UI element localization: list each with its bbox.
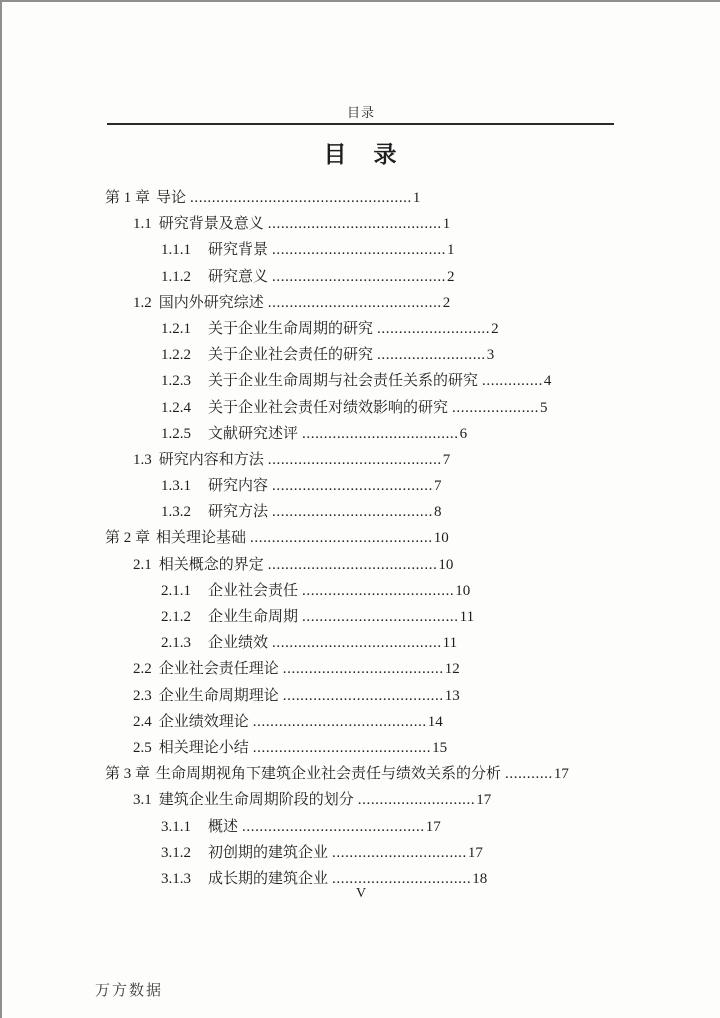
- entry-page: 12: [444, 661, 460, 678]
- toc-entry: [105, 525, 680, 551]
- leader-dots: .........................: [377, 347, 486, 364]
- entry-number: 1.3.2: [161, 504, 191, 521]
- entry-page: 17: [425, 818, 441, 835]
- entry-title: 研究意义: [208, 268, 269, 285]
- entry-title: 企业绩效理论: [158, 713, 249, 730]
- entry-number: 3.1.3: [161, 870, 191, 887]
- leader-dots: ........................................: [252, 713, 427, 730]
- leader-dots: .......................................: [272, 635, 442, 652]
- leader-dots: ...................................................: [190, 190, 412, 206]
- toc-entry: [105, 316, 680, 342]
- entry-number: 3.1.1: [161, 818, 191, 835]
- entry-title: 生命周期视角下建筑企业社会责任与绩效关系的分析: [156, 766, 502, 783]
- entry-title: 国内外研究综述: [158, 294, 264, 311]
- entry-page: 10: [433, 530, 449, 547]
- entry-page: 10: [455, 582, 471, 599]
- entry-page: 1: [442, 216, 451, 233]
- watermark: 万方数据: [95, 983, 164, 999]
- entry-number: 2.1.1: [161, 582, 191, 599]
- entry-title: 关于企业社会责任对绩效影响的研究: [208, 399, 449, 416]
- entry-title: 相关概念的界定: [158, 556, 264, 573]
- entry-number: 1.3.1: [161, 478, 191, 495]
- leader-dots: ........................................: [267, 451, 442, 468]
- toc-entry: [105, 237, 680, 263]
- leader-dots: ...................................: [302, 582, 455, 599]
- leader-dots: ..........................................: [242, 818, 425, 835]
- toc-entry: [105, 656, 680, 682]
- leader-dots: ....................................: [302, 609, 459, 625]
- leader-dots: ..............: [482, 373, 543, 390]
- toc-entry: [105, 499, 680, 525]
- entry-title: 研究内容和方法: [158, 451, 264, 468]
- toc-entry: [105, 368, 680, 394]
- entry-page: 4: [543, 373, 552, 390]
- entry-number: 1.1.1: [161, 242, 191, 259]
- toc-entry: [105, 735, 680, 761]
- toc-entry: [105, 814, 680, 840]
- entry-page: 8: [433, 504, 442, 521]
- entry-title: 关于企业生命周期与社会责任关系的研究: [208, 373, 479, 390]
- entry-page: 6: [459, 425, 468, 442]
- toc-entry: [105, 840, 680, 866]
- entry-title: 企业社会责任: [208, 582, 299, 599]
- entry-page: 7: [433, 478, 442, 495]
- entry-title: 企业生命周期理论: [158, 687, 279, 704]
- entry-number: 1.2: [133, 294, 152, 311]
- footer-page-number: V: [355, 886, 367, 901]
- entry-title: 企业绩效: [208, 635, 269, 652]
- toc-entry: [105, 473, 680, 499]
- toc-entry: [105, 761, 680, 787]
- leader-dots: ........................................: [267, 294, 442, 311]
- entry-page: 14: [427, 713, 443, 730]
- entry-page: 18: [472, 870, 488, 887]
- entry-number: 1.2.5: [161, 425, 191, 442]
- entry-number: 3.1: [133, 792, 152, 809]
- entry-page: 2: [442, 294, 451, 311]
- entry-page: 13: [444, 687, 460, 704]
- page-title: 目 录: [323, 142, 399, 167]
- toc-entry: [105, 211, 680, 237]
- entry-page: 17: [553, 766, 569, 783]
- leader-dots: ..........................................: [250, 530, 433, 547]
- leader-dots: ...........: [505, 766, 553, 783]
- entry-title: 研究背景: [208, 242, 269, 259]
- running-header: 目录: [346, 105, 375, 120]
- toc-entry: [105, 447, 680, 473]
- leader-dots: ...........................: [357, 792, 476, 809]
- toc-entry: [105, 630, 680, 656]
- entry-title: 企业社会责任理论: [158, 661, 279, 678]
- entry-title: 研究内容: [208, 478, 269, 495]
- leader-dots: ....................: [452, 399, 540, 416]
- entry-title: 相关理论小结: [158, 739, 249, 756]
- leader-dots: .....................................: [282, 687, 444, 704]
- leader-dots: ........................................: [272, 268, 447, 285]
- entry-title: 研究背景及意义: [158, 216, 264, 233]
- entry-title: 文献研究述评: [208, 425, 299, 442]
- entry-number: 1.3: [133, 451, 152, 468]
- entry-number: 2.4: [133, 713, 152, 730]
- entry-title: 关于企业生命周期的研究: [208, 320, 374, 337]
- entry-number: 1.1: [133, 216, 152, 233]
- entry-page: 11: [442, 635, 458, 652]
- entry-number: 2.3: [133, 687, 152, 704]
- entry-number: 1.2.1: [161, 320, 191, 337]
- entry-number: 第 2 章: [105, 530, 151, 547]
- entry-number: 1.2.4: [161, 399, 191, 416]
- toc-entry: [105, 709, 680, 735]
- leader-dots: .........................................: [252, 739, 432, 756]
- entry-page: 10: [438, 556, 454, 573]
- leader-dots: .......................................: [267, 556, 438, 573]
- entry-page: 11: [459, 609, 475, 625]
- toc-entry: [105, 578, 680, 604]
- entry-number: 2.1: [133, 556, 152, 573]
- entry-page: 17: [476, 792, 492, 809]
- entry-title: 导论: [156, 190, 187, 206]
- entry-title: 成长期的建筑企业: [208, 870, 329, 887]
- entry-page: 2: [447, 268, 455, 285]
- entry-number: 2.1.3: [161, 635, 191, 652]
- entry-page: 5: [540, 399, 548, 416]
- entry-number: 2.1.2: [161, 609, 191, 625]
- entry-page: 3: [486, 347, 495, 364]
- entry-number: 第 3 章: [105, 766, 151, 783]
- header-rule: [107, 123, 614, 125]
- entry-title: 企业生命周期: [208, 609, 299, 625]
- entry-title: 概述: [208, 818, 239, 835]
- entry-page: 1: [412, 190, 421, 206]
- toc-entry: [105, 185, 680, 211]
- toc-entry: [105, 290, 680, 316]
- leader-dots: ........................................: [272, 242, 447, 259]
- entry-page: 7: [442, 451, 451, 468]
- toc-list: [105, 185, 680, 892]
- leader-dots: ....................................: [302, 425, 459, 442]
- entry-number: 2.2: [133, 661, 152, 678]
- toc-entry: [105, 683, 680, 709]
- toc-entry: [105, 604, 680, 630]
- entry-title: 关于企业社会责任的研究: [208, 347, 374, 364]
- toc-entry: [105, 264, 680, 290]
- entry-number: 1.1.2: [161, 268, 191, 285]
- entry-number: 1.2.3: [161, 373, 191, 390]
- toc-entry: [105, 787, 680, 813]
- entry-page: 17: [467, 844, 483, 861]
- leader-dots: ...............................: [332, 844, 467, 861]
- entry-page: 2: [491, 320, 499, 337]
- leader-dots: ........................................: [267, 216, 442, 233]
- entry-number: 2.5: [133, 739, 152, 756]
- entry-number: 3.1.2: [161, 844, 191, 861]
- toc-entry: [105, 421, 680, 447]
- entry-page: 15: [432, 739, 448, 756]
- toc-entry: [105, 395, 680, 421]
- entry-number: 第 1 章: [105, 190, 151, 206]
- leader-dots: ................................: [332, 870, 472, 887]
- toc-entry: [105, 552, 680, 578]
- leader-dots: ..........................: [377, 320, 491, 337]
- leader-dots: .....................................: [272, 504, 433, 521]
- toc-entry: [105, 342, 680, 368]
- entry-title: 研究方法: [208, 504, 269, 521]
- leader-dots: .....................................: [272, 478, 433, 495]
- entry-title: 相关理论基础: [156, 530, 247, 547]
- entry-number: 1.2.2: [161, 347, 191, 364]
- entry-title: 初创期的建筑企业: [208, 844, 329, 861]
- entry-page: 1: [447, 242, 455, 259]
- leader-dots: .....................................: [282, 661, 444, 678]
- entry-title: 建筑企业生命周期阶段的划分: [158, 792, 354, 809]
